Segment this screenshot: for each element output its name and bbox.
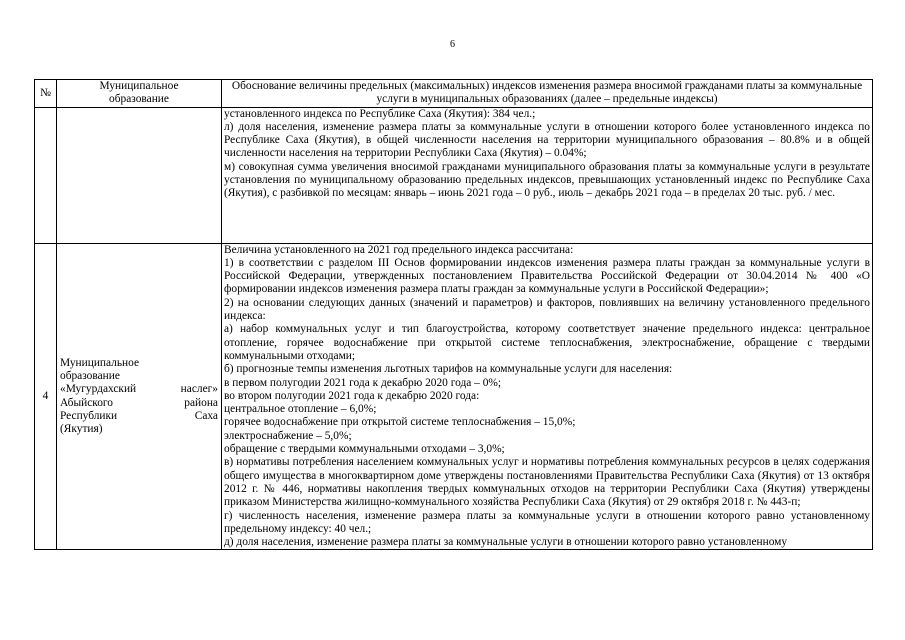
table-header-row xyxy=(35,80,873,108)
table-row-4 xyxy=(35,243,873,550)
page-number: 6 xyxy=(450,39,455,50)
indices-table xyxy=(34,79,873,550)
cell-municipality xyxy=(57,243,222,550)
text-line: во втором полугодии 2021 года к декабрю 2020 года: xyxy=(224,389,480,402)
text-line: д) доля населения, изменение размера платы за коммунальные услуги в отношении которого равно установленному xyxy=(224,536,788,549)
municipality-line: (Якутия) xyxy=(60,423,103,436)
text-line: центральное отопление – 6,0%; xyxy=(224,403,377,416)
cell-justification-continued xyxy=(222,107,873,243)
municipality-word: Саха xyxy=(194,409,218,422)
text-line: 1) в соответствии с разделом III Основ формировании индексов изменения размера платы граждан за коммунальные услуги в Российской Федерации, утвержденных постановлением Правительства Российской Федерации от 30.04.2014 № 400 «О формировании индексов изменения размера платы граждан за коммунальные услуги в Российской Федерации»; xyxy=(224,256,870,296)
municipality-line xyxy=(60,410,218,423)
text-line: б) прогнозные темпы изменения льготных тарифов на коммунальные услуги для населения: xyxy=(224,363,673,376)
table-row-continued xyxy=(35,107,873,243)
municipality-word: «Мугурдахский xyxy=(60,383,137,396)
text-line: а) набор коммунальных услуг и тип благоустройства, которому соответствует значение предельного индекса: центральное отопление, горячее водоснабжение при открытой системе теплоснабжения, электроснабжение, обращение с твердыми коммунальными отходами; xyxy=(224,323,870,362)
header-municipality: Муниципальное образование xyxy=(57,80,222,108)
cell-justification xyxy=(222,243,873,550)
text-line: в первом полугодии 2021 года к декабрю 2020 года – 0%; xyxy=(224,376,502,389)
text-line: Величина установленного на 2021 год предельного индекса рассчитана: xyxy=(224,243,574,256)
text-line: горячее водоснабжение при открытой системе теплоснабжения – 15,0%; xyxy=(224,416,576,429)
municipality-word: наслег» xyxy=(180,383,218,396)
text-line: в) нормативы потребления населением коммунальных услуг и нормативы потребления коммунальных ресурсов в целях содержания общего имущества в многоквартирном доме утверждены постановлениями Правительства Республики Саха (Якутия) от 13 октября 2012 г. № 446, нормативы накопления твердых коммунальных отходов на территории Республики Саха (Якутия) утверждены приказом Министерства жилищно-коммунального хозяйства Республики Саха (Якутия) от 29 октября 2018 г. № 443-п; xyxy=(224,456,870,509)
municipality-word: района xyxy=(184,396,218,409)
text-line: 2) на основании следующих данных (значений и параметров) и факторов, повлиявших на величину установленного предельного индекса: xyxy=(224,296,870,323)
header-justification: Обоснование величины предельных (максимальных) индексов изменения размера вносимой гражданами платы за коммунальные услуги в муниципальных образованиях (далее – предельные индексы) xyxy=(222,80,873,108)
text-line: л) доля населения, изменение размера платы за коммунальные услуги в отношении которого более установленного индекса по Республике Саха (Якутия), в общей численности населения на территории муниципального образования – 80.8% и в общей численности населения на территории Республики Саха (Якутия) – 0.04%; xyxy=(224,120,870,160)
municipality-line: образование xyxy=(60,369,120,382)
municipality-line xyxy=(60,397,218,410)
municipality-line: Муниципальное xyxy=(60,356,140,369)
text-line: обращение с твердыми коммунальными отходами – 3,0%; xyxy=(224,443,505,456)
header-number: № xyxy=(35,80,57,108)
text-line: электроснабжение – 5,0%; xyxy=(224,429,352,442)
cell-number-empty xyxy=(35,107,57,243)
municipality-word: Республики xyxy=(60,409,118,422)
municipality-line xyxy=(60,383,218,396)
text-line: м) совокупная сумма увеличения вносимой гражданами муниципального образования платы за коммунальные услуги в результате установления по муниципальному образованию предельных индексов, превышающих установленный индекс по Республике Саха (Якутия), с разбивкой по месяцам: январь – июнь 2021 года – 0 руб., июль – декабрь 2021 года – в пределах 20 тыс. руб. / мес. xyxy=(224,160,870,200)
cell-number: 4 xyxy=(35,243,57,550)
cell-municipality-empty xyxy=(57,107,222,243)
municipality-word: Абыйского xyxy=(60,396,113,409)
text-line: установленного индекса по Республике Саха (Якутия): 384 чел.; xyxy=(224,107,536,120)
text-line: г) численность населения, изменение размера платы за коммунальные услуги в отношении которого равно установленному предельному индексу: 40 чел.; xyxy=(224,509,870,535)
